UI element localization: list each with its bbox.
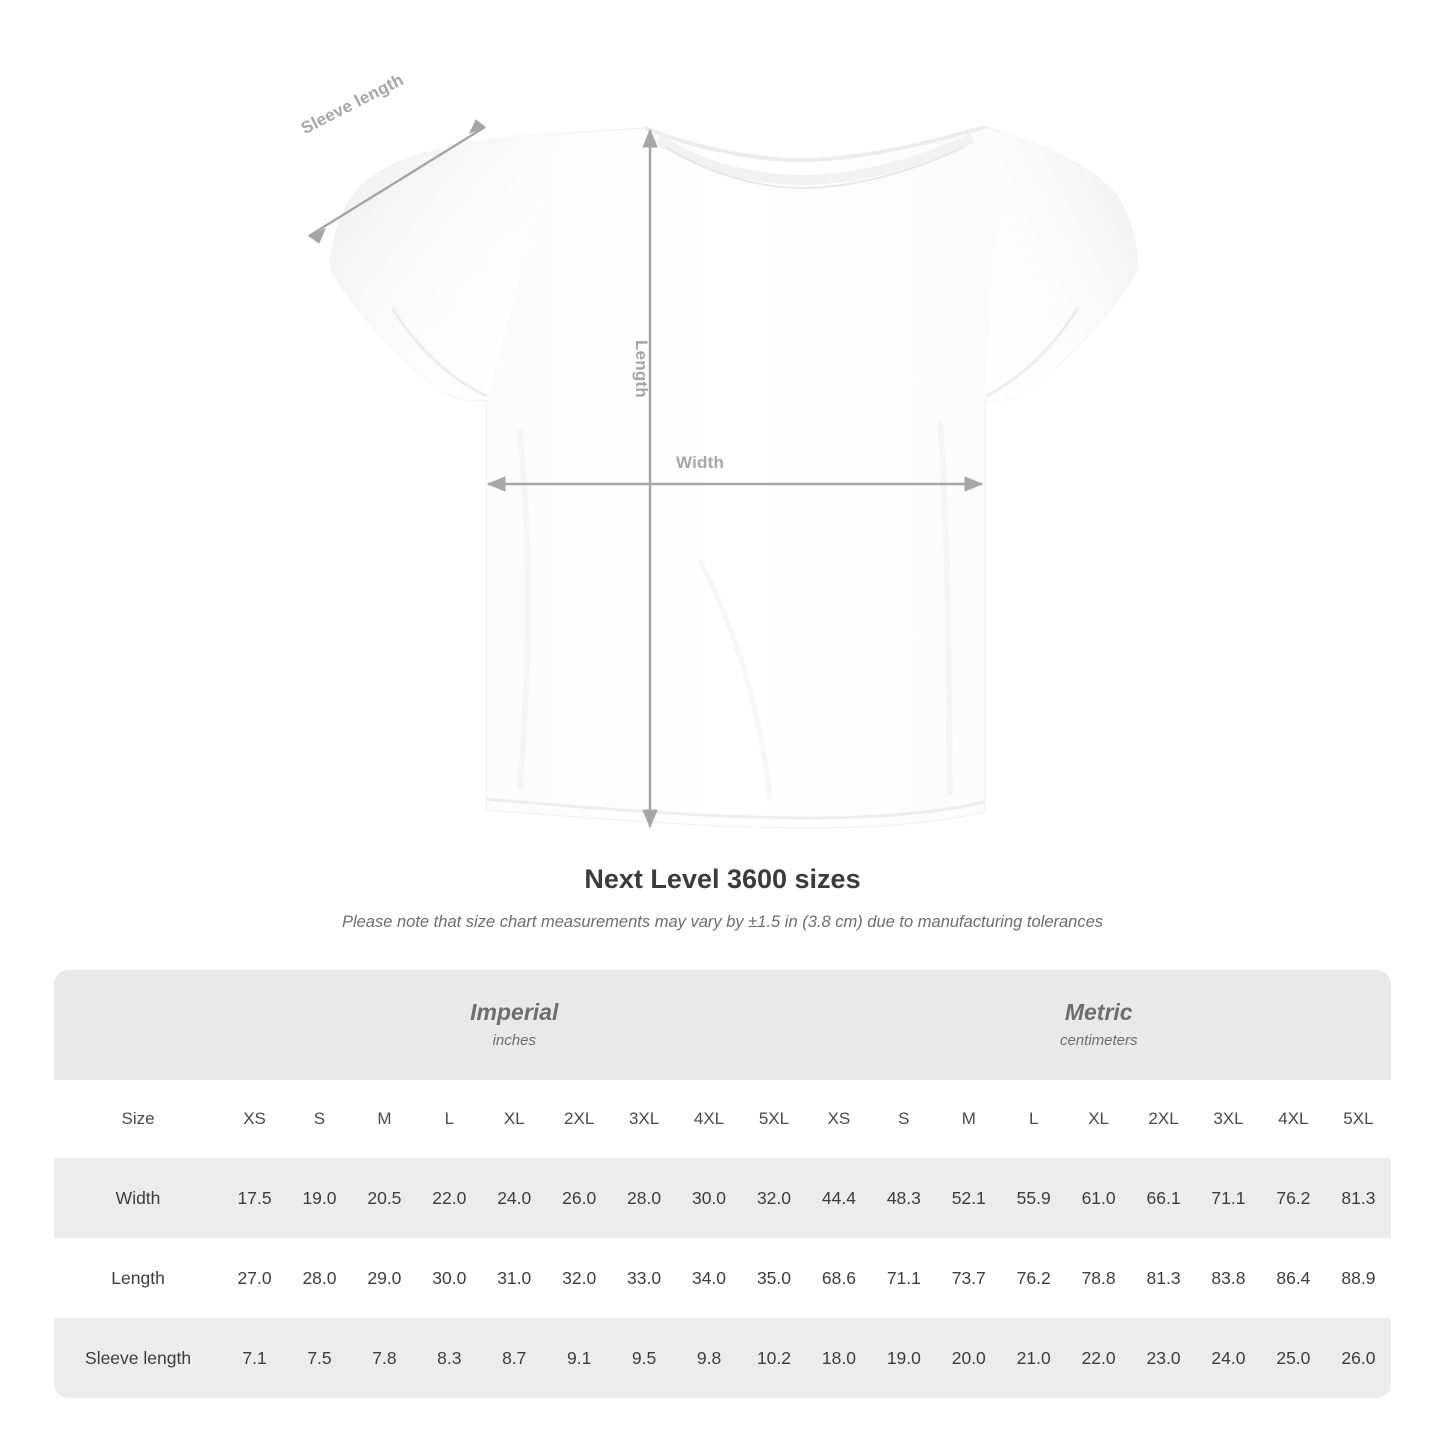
table-cell: 52.1 bbox=[936, 1158, 1001, 1238]
size-column-header: 5XL bbox=[741, 1080, 806, 1158]
size-column-header: M bbox=[352, 1080, 417, 1158]
imperial-label: Imperial bbox=[470, 999, 559, 1026]
table-cell: 55.9 bbox=[1001, 1158, 1066, 1238]
table-cell: 27.0 bbox=[222, 1238, 287, 1318]
size-column-header: S bbox=[287, 1080, 352, 1158]
table-cell: 19.0 bbox=[871, 1318, 936, 1398]
table-cell: 48.3 bbox=[871, 1158, 936, 1238]
table-cell: 81.3 bbox=[1326, 1158, 1391, 1238]
table-cell: 21.0 bbox=[1001, 1318, 1066, 1398]
size-column-header: XS bbox=[806, 1080, 871, 1158]
size-column-header: L bbox=[417, 1080, 482, 1158]
table-cell: 9.1 bbox=[547, 1318, 612, 1398]
table-cell: 83.8 bbox=[1196, 1238, 1261, 1318]
size-column-header: 5XL bbox=[1326, 1080, 1391, 1158]
size-column-header: 3XL bbox=[1196, 1080, 1261, 1158]
row-label-width: Width bbox=[54, 1158, 222, 1238]
table-cell: 20.0 bbox=[936, 1318, 1001, 1398]
table-cell: 9.8 bbox=[677, 1318, 742, 1398]
table-cell: 23.0 bbox=[1131, 1318, 1196, 1398]
table-cell: 68.6 bbox=[806, 1238, 871, 1318]
metric-label: Metric bbox=[1064, 999, 1133, 1026]
table-cell: 28.0 bbox=[612, 1158, 677, 1238]
table-cell: 10.2 bbox=[741, 1318, 806, 1398]
size-column-header: XL bbox=[482, 1080, 547, 1158]
table-cell: 26.0 bbox=[1326, 1318, 1391, 1398]
table-cell: 32.0 bbox=[547, 1238, 612, 1318]
table-cell: 30.0 bbox=[677, 1158, 742, 1238]
size-column-header: XS bbox=[222, 1080, 287, 1158]
size-column-header: 4XL bbox=[1261, 1080, 1326, 1158]
table-cell: 76.2 bbox=[1261, 1158, 1326, 1238]
table-cell: 71.1 bbox=[871, 1238, 936, 1318]
sleeve-length-dimension-label: Sleeve length bbox=[298, 70, 407, 138]
table-cell: 35.0 bbox=[741, 1238, 806, 1318]
table-cell: 19.0 bbox=[287, 1158, 352, 1238]
table-cell: 86.4 bbox=[1261, 1238, 1326, 1318]
table-cell: 32.0 bbox=[741, 1158, 806, 1238]
table-row bbox=[54, 1238, 1391, 1318]
table-cell: 9.5 bbox=[612, 1318, 677, 1398]
table-cell: 7.8 bbox=[352, 1318, 417, 1398]
table-cell: 20.5 bbox=[352, 1158, 417, 1238]
table-cell: 24.0 bbox=[1196, 1318, 1261, 1398]
table-cell: 28.0 bbox=[287, 1238, 352, 1318]
metric-unit: centimeters bbox=[1059, 1031, 1138, 1049]
unit-header-row bbox=[54, 970, 1391, 1080]
size-table-wrapper bbox=[54, 970, 1391, 1398]
table-cell: 81.3 bbox=[1131, 1238, 1196, 1318]
length-dimension-label: Length bbox=[632, 340, 651, 398]
size-table bbox=[54, 970, 1391, 1398]
table-cell: 22.0 bbox=[417, 1158, 482, 1238]
width-dimension-label: Width bbox=[676, 453, 725, 472]
size-header-row bbox=[54, 1080, 1391, 1158]
row-label-sleeve-length: Sleeve length bbox=[54, 1318, 222, 1398]
unit-group-metric bbox=[806, 970, 1391, 1080]
unit-header-spacer bbox=[54, 970, 222, 1080]
table-cell: 88.9 bbox=[1326, 1238, 1391, 1318]
table-cell: 66.1 bbox=[1131, 1158, 1196, 1238]
page-title: Next Level 3600 sizes bbox=[584, 864, 861, 894]
table-cell: 44.4 bbox=[806, 1158, 871, 1238]
table-cell: 61.0 bbox=[1066, 1158, 1131, 1238]
size-column-header: L bbox=[1001, 1080, 1066, 1158]
table-cell: 22.0 bbox=[1066, 1318, 1131, 1398]
size-column-header: 2XL bbox=[1131, 1080, 1196, 1158]
table-cell: 71.1 bbox=[1196, 1158, 1261, 1238]
table-cell: 18.0 bbox=[806, 1318, 871, 1398]
table-cell: 78.8 bbox=[1066, 1238, 1131, 1318]
table-cell: 7.1 bbox=[222, 1318, 287, 1398]
table-cell: 30.0 bbox=[417, 1238, 482, 1318]
table-cell: 31.0 bbox=[482, 1238, 547, 1318]
table-row bbox=[54, 1318, 1391, 1398]
table-cell: 8.7 bbox=[482, 1318, 547, 1398]
table-cell: 29.0 bbox=[352, 1238, 417, 1318]
size-column-header: S bbox=[871, 1080, 936, 1158]
tolerance-note: Please note that size chart measurements may vary by ±1.5 in (3.8 cm) due to manufacturing tolerances bbox=[341, 913, 1104, 931]
table-cell: 25.0 bbox=[1261, 1318, 1326, 1398]
table-cell: 34.0 bbox=[677, 1238, 742, 1318]
title-block bbox=[0, 864, 1445, 932]
size-column-header: XL bbox=[1066, 1080, 1131, 1158]
table-cell: 33.0 bbox=[612, 1238, 677, 1318]
table-cell: 7.5 bbox=[287, 1318, 352, 1398]
row-label-length: Length bbox=[54, 1238, 222, 1318]
table-row bbox=[54, 1158, 1391, 1238]
size-column-header: 3XL bbox=[612, 1080, 677, 1158]
size-column-header: M bbox=[936, 1080, 1001, 1158]
table-cell: 26.0 bbox=[547, 1158, 612, 1238]
size-column-header: 4XL bbox=[677, 1080, 742, 1158]
size-row-label: Size bbox=[54, 1080, 222, 1158]
table-cell: 76.2 bbox=[1001, 1238, 1066, 1318]
imperial-unit: inches bbox=[492, 1031, 536, 1049]
table-cell: 8.3 bbox=[417, 1318, 482, 1398]
unit-group-imperial bbox=[222, 970, 806, 1080]
size-column-header: 2XL bbox=[547, 1080, 612, 1158]
table-cell: 24.0 bbox=[482, 1158, 547, 1238]
tshirt-shape bbox=[330, 127, 1138, 828]
table-cell: 73.7 bbox=[936, 1238, 1001, 1318]
table-cell: 17.5 bbox=[222, 1158, 287, 1238]
